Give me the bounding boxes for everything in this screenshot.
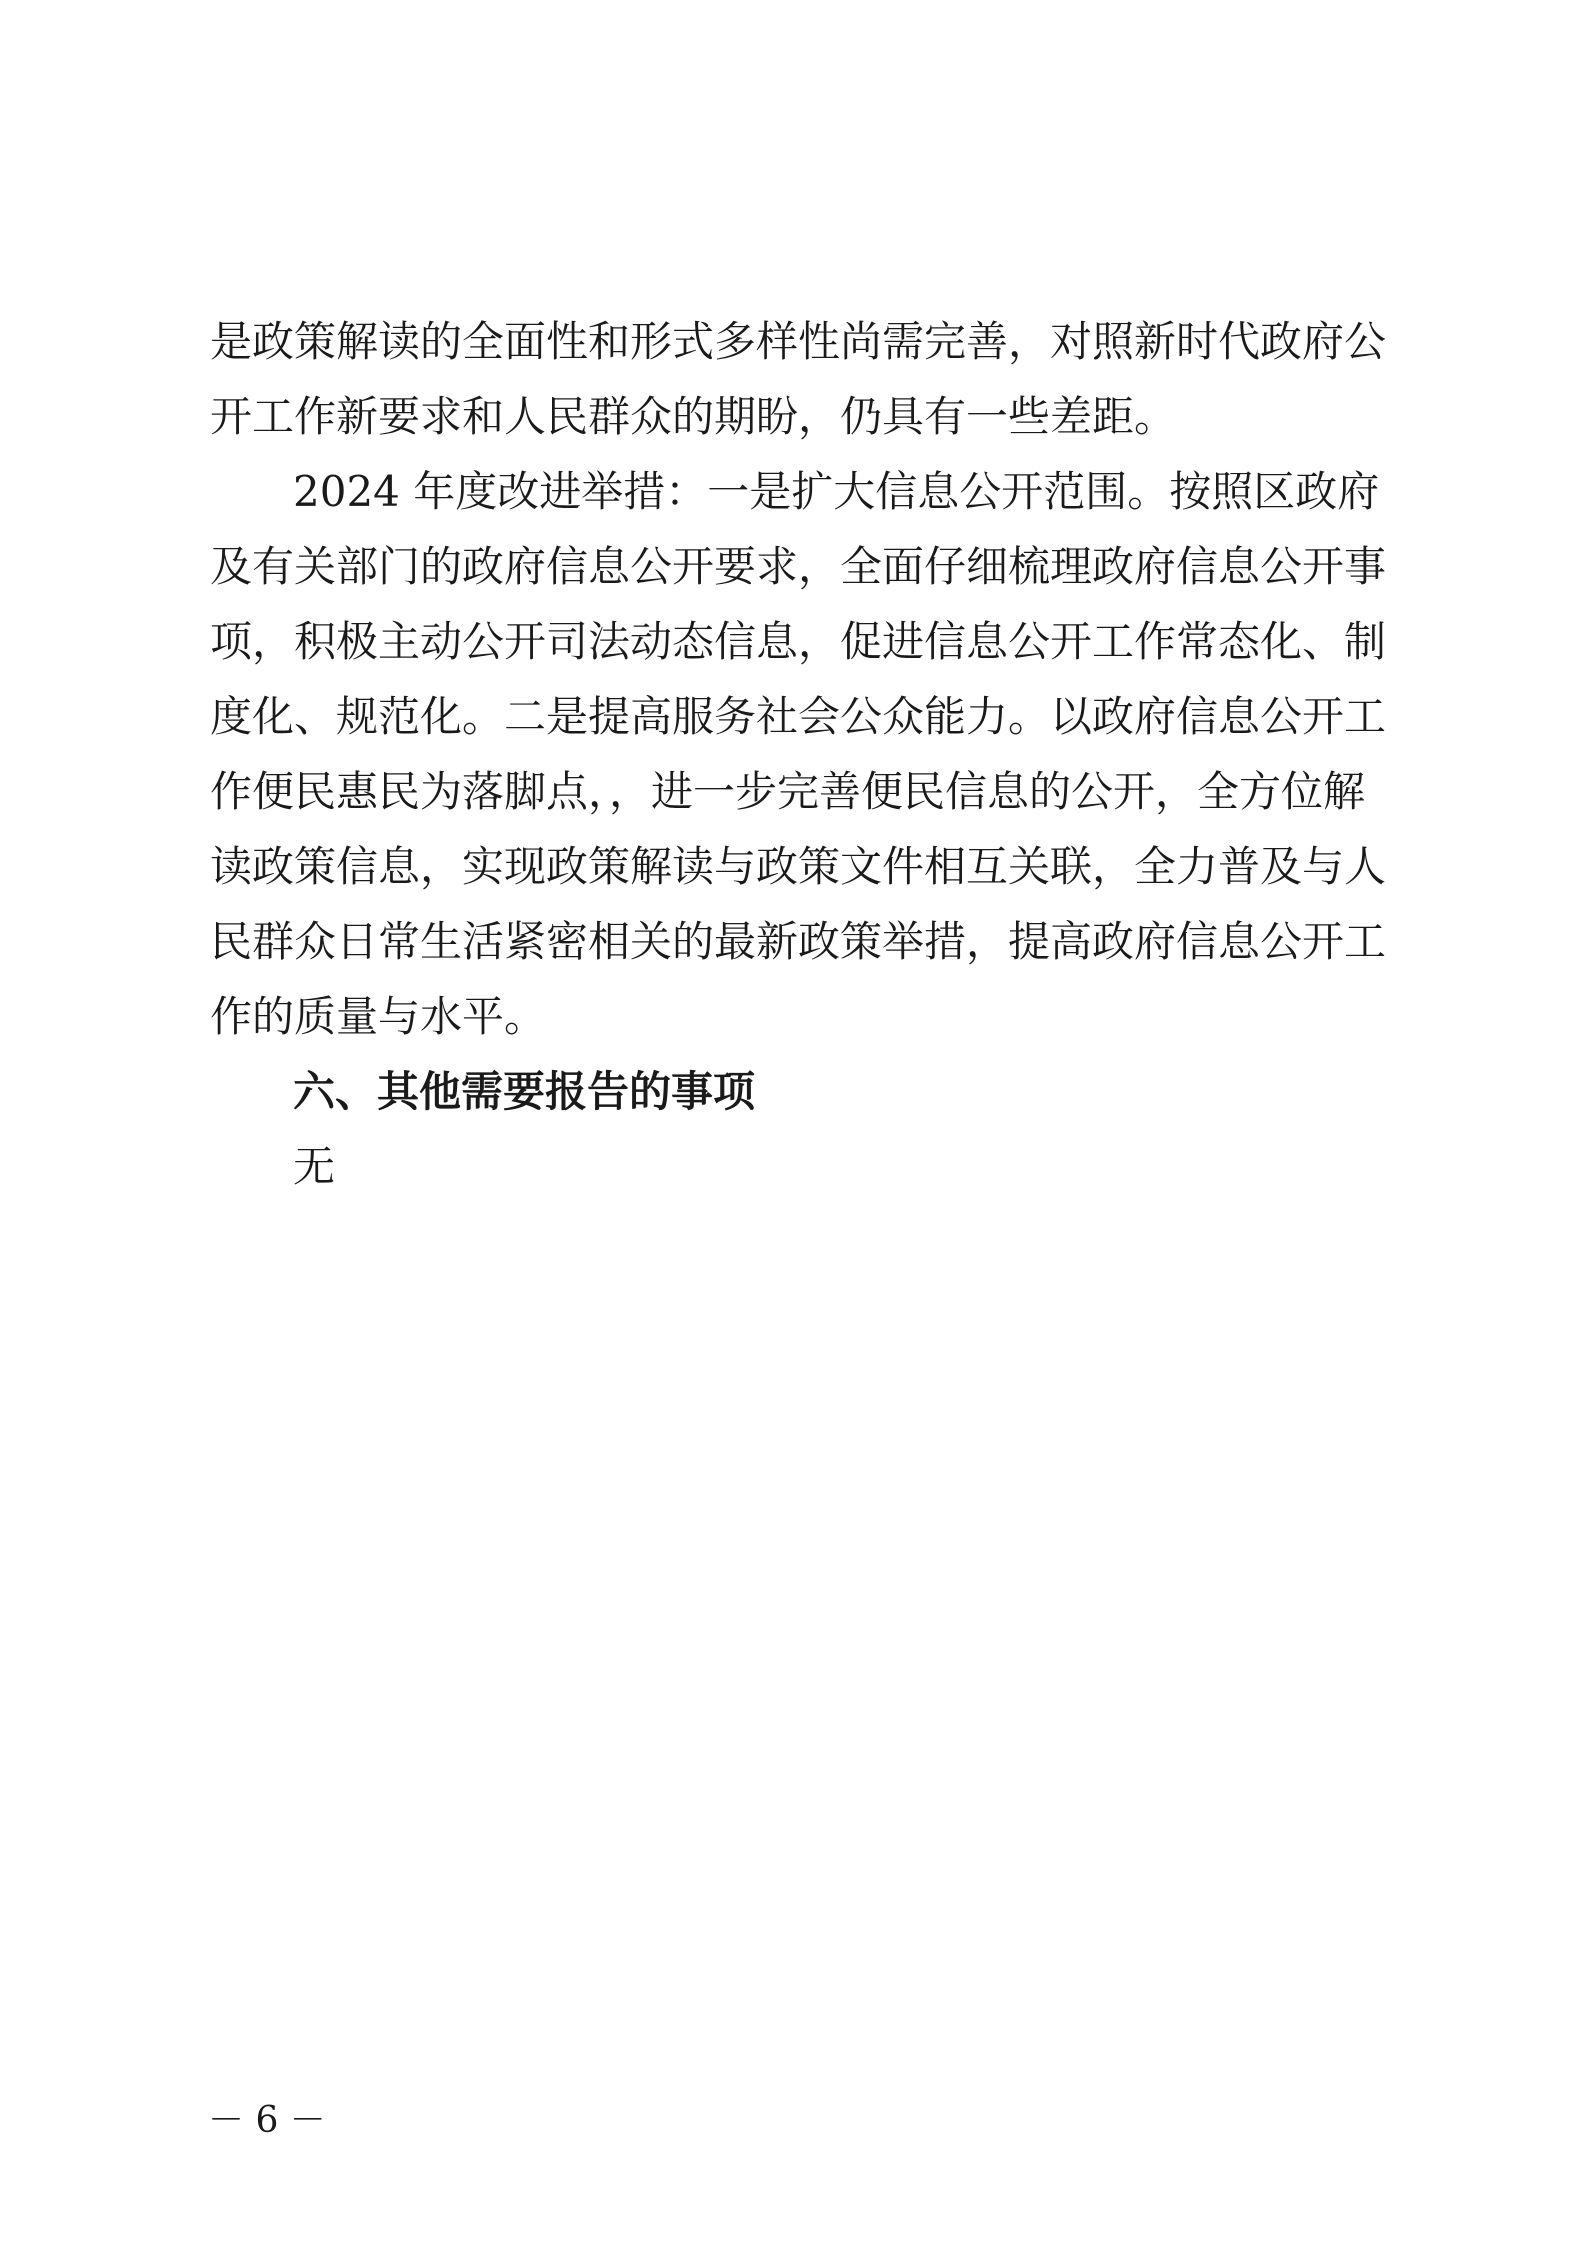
section-body: 无 [293, 1142, 336, 1191]
paragraph-line-9: 民群众日常生活紧密相关的最新政策举措，提高政府信息公开工 [210, 917, 1387, 966]
paragraph-line-4: 及有关部门的政府信息公开要求，全面仔细梳理政府信息公开事 [210, 542, 1387, 591]
paragraph-line-2: 开工作新要求和人民群众的期盼，仍具有一些差距。 [210, 392, 1177, 441]
paragraph-line-7: 作便民惠民为落脚点，，进一步完善便民信息的公开，全方位解 [210, 767, 1366, 816]
section-heading: 六、其他需要报告的事项 [293, 1067, 756, 1116]
paragraph-line-1: 是政策解读的全面性和形式多样性尚需完善，对照新时代政府公 [210, 317, 1387, 366]
paragraph-line-5: 项，积极主动公开司法动态信息，促进信息公开工作常态化、制 [210, 617, 1387, 666]
paragraph-line-8: 读政策信息，实现政策解读与政策文件相互关联，全力普及与人 [210, 842, 1387, 891]
paragraph-line-6: 度化、规范化。二是提高服务社会公众能力。以政府信息公开工 [210, 692, 1387, 741]
paragraph-line-3: 2024 年度改进举措：一是扩大信息公开范围。按照区政府 [293, 467, 1380, 516]
paragraph-line-10: 作的质量与水平。 [210, 992, 547, 1041]
page-number: － 6 － [208, 2100, 326, 2141]
